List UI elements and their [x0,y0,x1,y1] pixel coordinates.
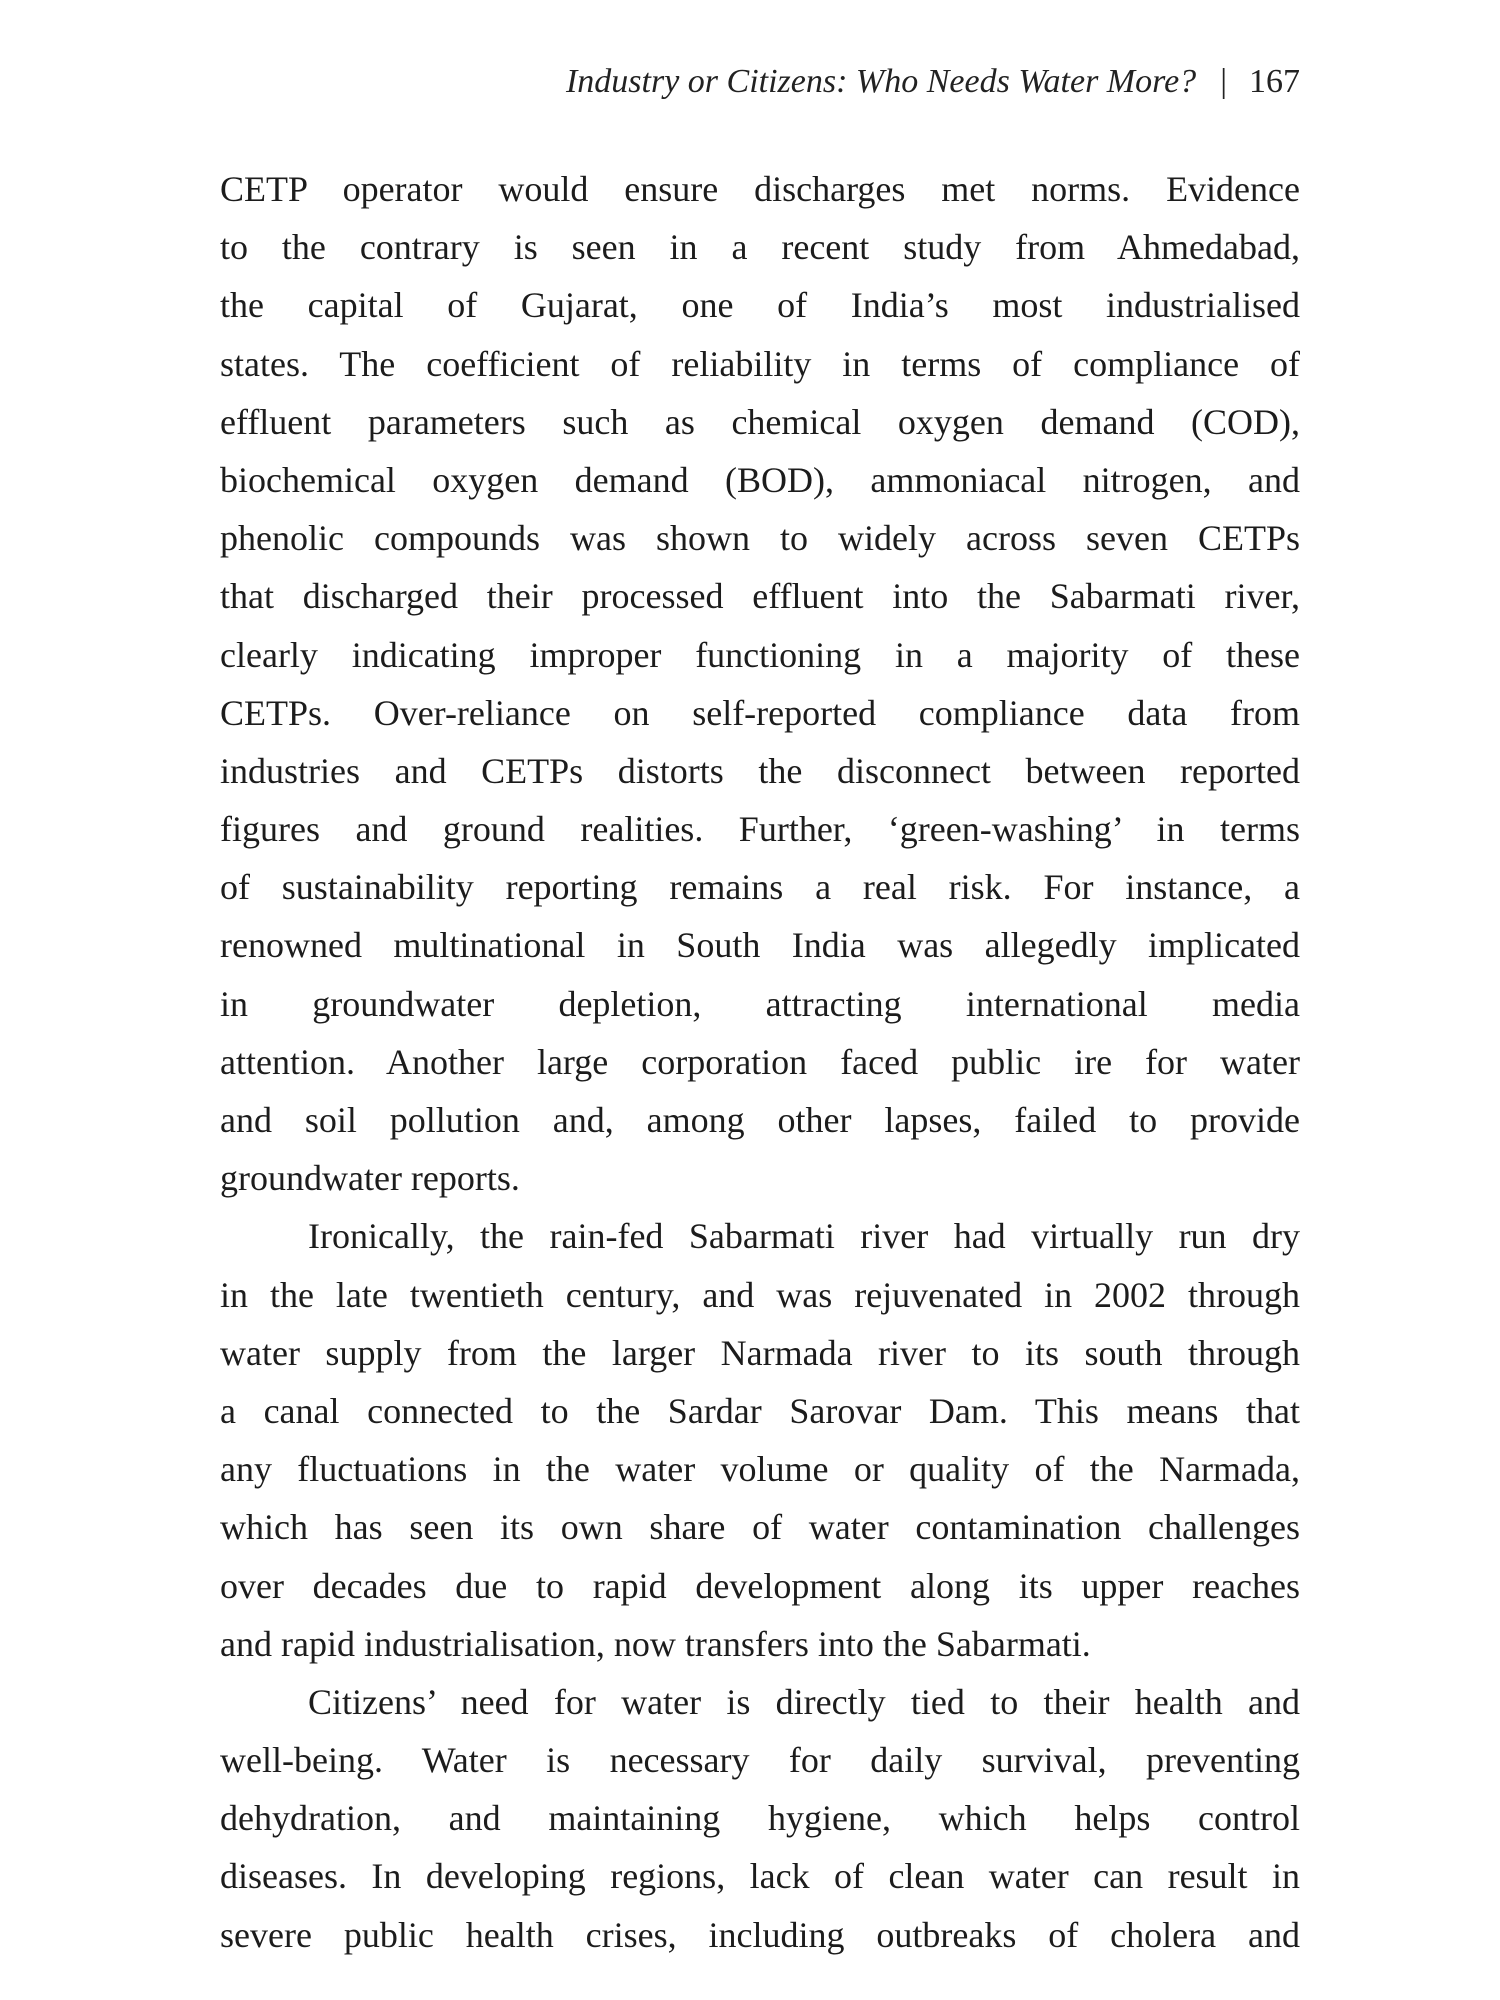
text-line: water supply from the larger Narmada river to its south through [220,1332,1300,1373]
text-line: states. The coefficient of reliability in terms of compliance of [220,343,1300,384]
running-head-title: Industry or Citizens: Who Needs Water More? [565,63,1197,100]
text-line: the capital of Gujarat, one of India’s most industrialised [220,285,1300,326]
text-line: CETPs. Over-reliance on self-reported compliance data from [220,692,1300,733]
paragraph [220,1207,1300,1673]
text-line: severe public health crises, including outbreaks of cholera and [220,1914,1300,1955]
text-line: renowned multinational in South India was allegedly implicated [220,925,1300,966]
running-head [220,62,1300,102]
text-line: over decades due to rapid development along its upper reaches [220,1565,1300,1606]
text-line: dehydration, and maintaining hygiene, which helps control [220,1798,1300,1839]
text-line: and rapid industrialisation, now transfers into the Sabarmati. [220,1623,1091,1664]
paragraph [220,160,1300,1207]
text-line: to the contrary is seen in a recent study from Ahmedabad, [220,227,1300,268]
text-line: figures and ground realities. Further, ‘green-washing’ in terms [220,809,1300,850]
text-line: in the late twentieth century, and was rejuvenated in 2002 through [220,1274,1300,1315]
text-line: a canal connected to the Sardar Sarovar Dam. This means that [220,1390,1300,1431]
text-line: CETP operator would ensure discharges met norms. Evidence [220,169,1300,209]
text-line: diseases. In developing regions, lack of clean water can result in [220,1856,1300,1897]
running-head-separator: | [1220,63,1227,100]
body-text [220,160,1300,1964]
text-line: groundwater reports. [220,1158,520,1199]
text-line: effluent parameters such as chemical oxygen demand (COD), [220,401,1300,442]
text-line: attention. Another large corporation faced public ire for water [220,1041,1300,1082]
text-line: which has seen its own share of water contamination challenges [220,1507,1300,1548]
page-number: 167 [1249,63,1300,100]
text-line: well-being. Water is necessary for daily survival, preventing [220,1740,1300,1781]
text-line: of sustainability reporting remains a real risk. For instance, a [220,867,1300,908]
text-line: in groundwater depletion, attracting international media [220,983,1300,1024]
text-line: clearly indicating improper functioning in a majority of these [220,634,1300,675]
text-line: and soil pollution and, among other lapses, failed to provide [220,1100,1300,1140]
text-line: Citizens’ need for water is directly tied to their health and [308,1681,1300,1722]
text-line: industries and CETPs distorts the disconnect between reported [220,750,1300,791]
text-line: that discharged their processed effluent into the Sabarmati river, [220,576,1300,617]
paragraph [220,1673,1300,1964]
text-line: phenolic compounds was shown to widely across seven CETPs [220,518,1300,559]
text-line: biochemical oxygen demand (BOD), ammoniacal nitrogen, and [220,459,1300,500]
text-line: Ironically, the rain-fed Sabarmati river had virtually run dry [308,1216,1300,1257]
text-line: any fluctuations in the water volume or quality of the Narmada, [220,1449,1300,1490]
